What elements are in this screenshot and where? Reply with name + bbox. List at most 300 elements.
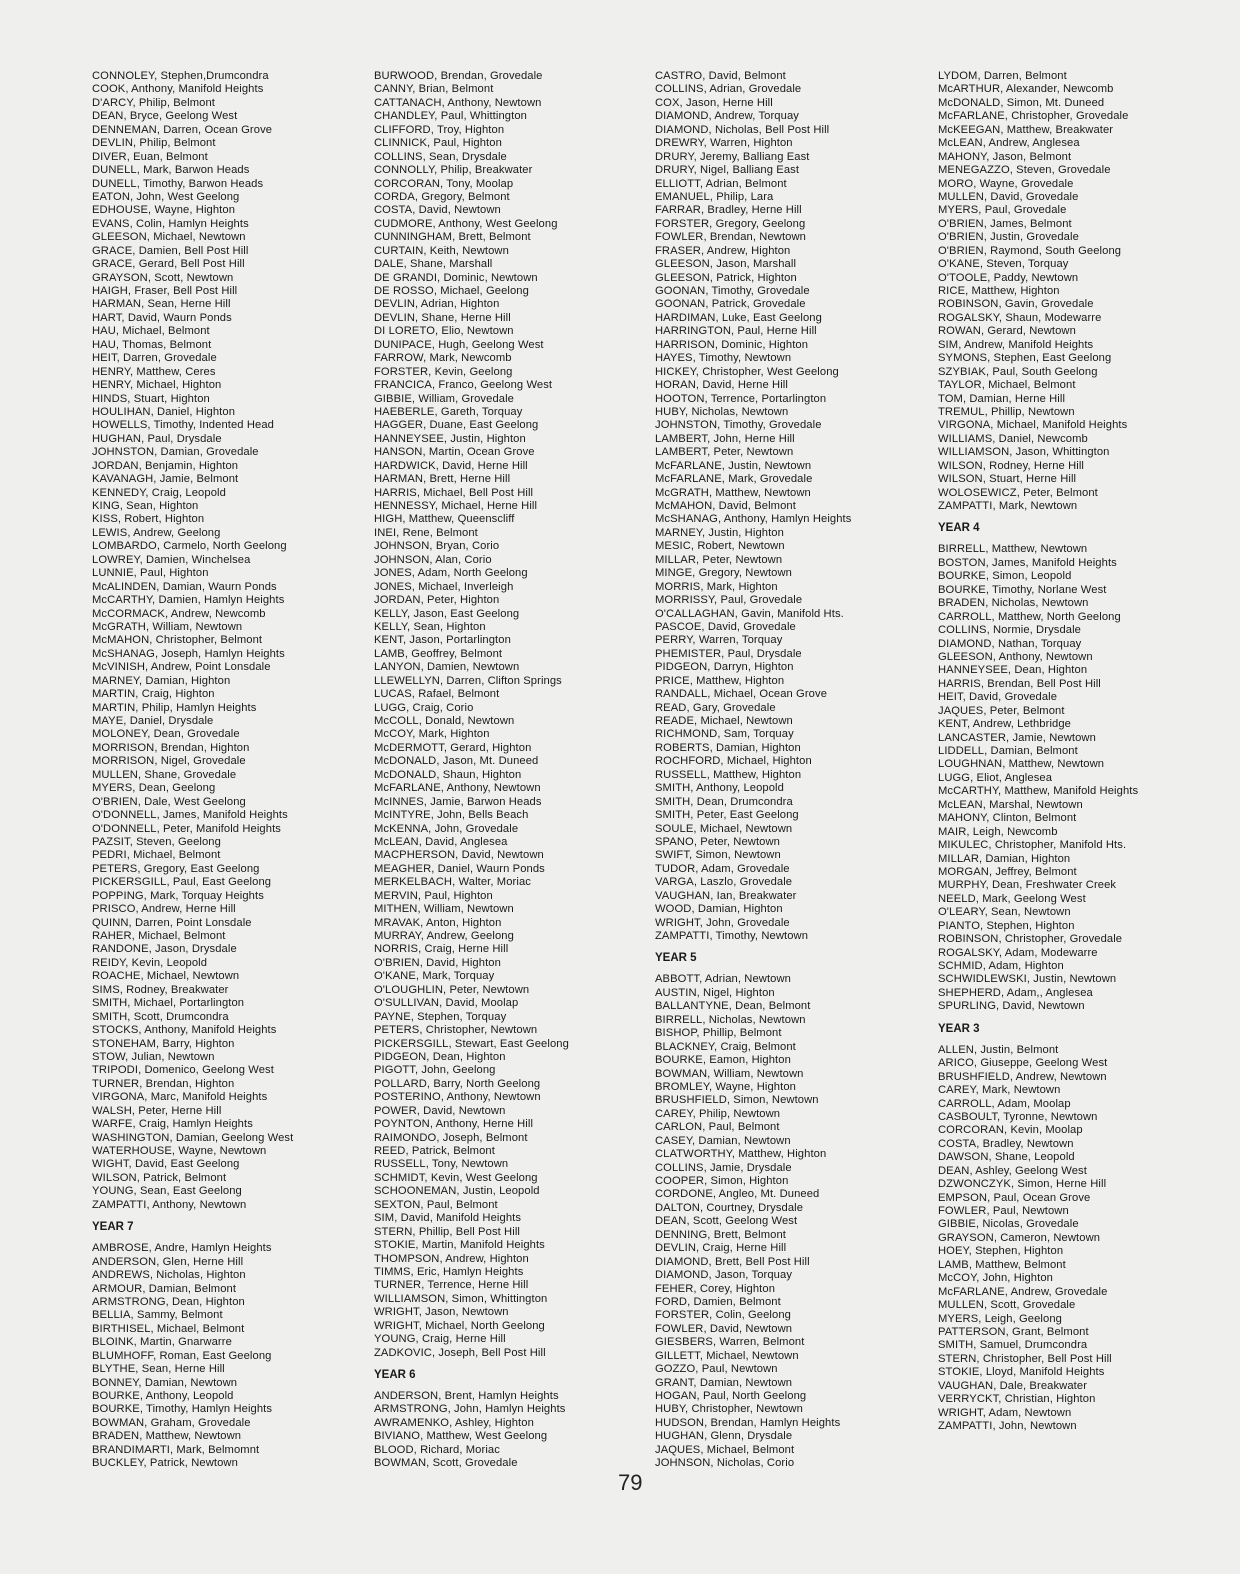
student-entry: CASTRO, David, Belmont (655, 70, 786, 82)
student-entry: HOOTON, Terrence, Portarlington (655, 392, 827, 405)
student-entry: MYERS, Leigh, Geelong (938, 1312, 1062, 1325)
student-entry: COLLINS, Sean, Drysdale (374, 150, 507, 163)
student-entry: HEIT, Darren, Grovedale (92, 352, 217, 365)
student-entry: BOWMAN, Scott, Grovedale (374, 1457, 518, 1470)
student-entry: STOKIE, Lloyd, Manifold Heights (938, 1366, 1105, 1379)
student-entry: MARTIN, Craig, Highton (92, 688, 215, 701)
student-entry: HUBY, Christopher, Newtown (655, 1403, 803, 1416)
student-entry: O'BRIEN, David, Highton (374, 956, 501, 969)
student-entry: WIGHT, David, East Geelong (92, 1158, 240, 1171)
student-entry: D'ARCY, Philip, Belmont (92, 96, 215, 109)
student-entry: ARMSTRONG, John, Hamlyn Heights (374, 1403, 566, 1416)
student-entry: WALSH, Peter, Herne Hill (92, 1104, 222, 1117)
student-entry: McLEAN, Andrew, Anglesea (938, 137, 1080, 150)
student-entry: TUDOR, Adam, Grovedale (655, 862, 790, 875)
student-entry: ROGALSKY, Shaun, Modewarre (938, 311, 1102, 324)
student-entry: FRASER, Andrew, Highton (655, 244, 791, 257)
year-heading: YEAR 5 (655, 952, 697, 965)
student-entry: WOLOSEWICZ, Peter, Belmont (938, 486, 1098, 499)
student-entry: LOMBARDO, Carmelo, North Geelong (92, 540, 287, 553)
student-entry: GIESBERS, Warren, Belmont (655, 1336, 805, 1349)
student-entry: McFARLANE, Justin, Newtown (655, 459, 812, 472)
student-entry: JORDAN, Peter, Highton (374, 594, 500, 607)
student-entry: MORGAN, Jeffrey, Belmont (938, 865, 1077, 878)
student-entry: KAVANAGH, Jamie, Belmont (92, 473, 239, 486)
student-entry: HAU, Michael, Belmont (92, 325, 210, 338)
student-entry: DEVLIN, Craig, Herne Hill (655, 1242, 787, 1255)
student-entry: LUCAS, Rafael, Belmont (374, 688, 500, 701)
student-entry: BLACKNEY, Craig, Belmont (655, 1040, 796, 1053)
student-entry: GOZZO, Paul, Newtown (655, 1363, 778, 1376)
student-entry: LLEWELLYN, Darren, Clifton Springs (374, 674, 562, 687)
student-entry: RAIMONDO, Joseph, Belmont (374, 1131, 528, 1144)
student-entry: PAZSIT, Steven, Geelong (92, 835, 221, 848)
student-entry: CANNY, Brian, Belmont (374, 83, 494, 96)
student-entry: CHANDLEY, Paul, Whittington (374, 110, 527, 123)
student-entry: FORSTER, Gregory, Geelong (655, 217, 806, 230)
student-entry: O'SULLIVAN, David, Moolap (374, 997, 519, 1010)
student-entry: ZAMPATTI, Mark, Newtown (938, 500, 1078, 512)
student-entry: SMITH, Dean, Drumcondra (655, 795, 793, 808)
name-column-3 (655, 70, 925, 1471)
student-entry: CARROLL, Adam, Moolap (938, 1097, 1071, 1110)
student-entry: BIRRELL, Nicholas, Newtown (655, 1013, 806, 1026)
student-entry: WILSON, Patrick, Belmont (92, 1171, 227, 1184)
student-entry: TRIPODI, Domenico, Geelong West (92, 1064, 274, 1077)
year-heading: YEAR 4 (938, 522, 980, 535)
student-entry: DALTON, Courtney, Drysdale (655, 1201, 804, 1214)
student-entry: KENNEDY, Craig, Leopold (92, 486, 226, 499)
student-entry: PICKERSGILL, Paul, East Geelong (92, 876, 272, 889)
student-entry: JORDAN, Benjamin, Highton (92, 459, 239, 472)
student-entry: MEAGHER, Daniel, Waurn Ponds (374, 862, 545, 875)
student-entry: SEXTON, Paul, Belmont (374, 1198, 498, 1211)
student-entry: MAHONY, Clinton, Belmont (938, 812, 1077, 825)
student-entry: ALLEN, Justin, Belmont (938, 1043, 1059, 1056)
year-heading: YEAR 3 (938, 1022, 980, 1035)
student-entry: McCARTHY, Damien, Hamlyn Heights (92, 594, 285, 607)
student-entry: AMBROSE, Andre, Hamlyn Heights (92, 1242, 272, 1255)
student-entry: POSTERINO, Anthony, Newtown (374, 1091, 541, 1104)
student-entry: MAIR, Leigh, Newcomb (938, 825, 1058, 838)
student-entry: HANSON, Martin, Ocean Grove (374, 446, 535, 459)
student-entry: McCOY, John, Highton (938, 1272, 1053, 1285)
student-entry: POLLARD, Barry, North Geelong (374, 1077, 541, 1090)
student-entry: BOURKE, Anthony, Leopold (92, 1390, 234, 1402)
student-entry: COLLINS, Normie, Drysdale (938, 624, 1082, 637)
student-entry: DRURY, Nigel, Balliang East (655, 164, 800, 177)
student-entry: JOHNSON, Alan, Corio (374, 553, 492, 566)
student-entry: HENRY, Michael, Highton (92, 379, 222, 392)
student-entry: JOHNSTON, Damian, Grovedale (92, 446, 259, 459)
student-entry: FORSTER, Colin, Geelong (655, 1309, 791, 1322)
student-entry: SMITH, Peter, East Geelong (655, 809, 799, 822)
student-entry: RICE, Matthew, Highton (938, 285, 1060, 297)
student-entry: COX, Jason, Herne Hill (655, 96, 773, 109)
student-entry: CORCORAN, Kevin, Moolap (938, 1124, 1083, 1137)
student-entry: ZAMPATTI, John, Newtown (938, 1420, 1077, 1432)
student-entry: McDONALD, Simon, Mt. Duneed (938, 96, 1105, 109)
student-entry: GRANT, Damian, Newtown (655, 1376, 793, 1389)
student-entry: MILLAR, Damian, Highton (938, 852, 1071, 865)
student-entry: DEVLIN, Philip, Belmont (92, 137, 216, 150)
student-entry: DEAN, Ashley, Geelong West (938, 1164, 1087, 1177)
student-entry: WASHINGTON, Damian, Geelong West (92, 1131, 294, 1144)
student-entry: DUNIPACE, Hugh, Geelong West (374, 338, 544, 351)
student-entry: LOWREY, Damien, Winchelsea (92, 553, 251, 566)
student-entry: BOSTON, James, Manifold Heights (938, 556, 1117, 569)
student-entry: FORD, Damien, Belmont (655, 1295, 781, 1308)
student-entry: MORRIS, Mark, Highton (655, 580, 778, 593)
student-entry: SIM, Andrew, Manifold Heights (938, 338, 1094, 351)
student-entry: PAYNE, Stephen, Torquay (374, 1010, 507, 1023)
name-column-4 (938, 70, 1208, 1433)
student-entry: POPPING, Mark, Torquay Heights (92, 889, 264, 902)
student-entry: SYMONS, Stephen, East Geelong (938, 352, 1112, 365)
student-entry: BRANDIMARTI, Mark, Belmomnt (92, 1443, 260, 1456)
student-entry: ELLIOTT, Adrian, Belmont (655, 177, 787, 190)
student-entry: NEELD, Mark, Geelong West (938, 892, 1086, 905)
student-entry: McLEAN, David, Anglesea (374, 835, 508, 848)
student-entry: LIDDELL, Damian, Belmont (938, 745, 1078, 757)
student-entry: HENRY, Matthew, Ceres (92, 365, 216, 378)
student-entry: KELLY, Sean, Highton (374, 620, 486, 633)
student-entry: TURNER, Brendan, Highton (92, 1077, 235, 1090)
student-entry: CLIFFORD, Troy, Highton (374, 123, 505, 136)
student-entry: BOURKE, Timothy, Hamlyn Heights (92, 1403, 273, 1416)
student-entry: MYERS, Paul, Grovedale (938, 204, 1067, 217)
student-entry: PRICE, Matthew, Highton (655, 674, 785, 687)
student-entry: BRUSHFIELD, Simon, Newtown (655, 1094, 819, 1107)
student-entry: MARNEY, Justin, Highton (655, 526, 784, 539)
student-entry: RUSSELL, Tony, Newtown (374, 1158, 509, 1171)
student-entry: GLEESON, Michael, Newtown (92, 231, 246, 244)
student-entry: GIBBIE, William, Grovedale (374, 392, 514, 405)
student-entry: STERN, Phillip, Bell Post Hill (374, 1225, 520, 1238)
student-entry: O'BRIEN, Justin, Grovedale (938, 231, 1079, 244)
student-entry: McALINDEN, Damian, Waurn Ponds (92, 580, 277, 593)
student-entry: KING, Sean, Highton (92, 500, 199, 512)
student-entry: McFARLANE, Andrew, Grovedale (938, 1285, 1108, 1298)
student-entry: MESIC, Robert, Newtown (655, 540, 785, 553)
student-entry: LUGG, Craig, Corio (374, 701, 474, 714)
student-entry: TIMMS, Eric, Hamlyn Heights (374, 1265, 524, 1278)
student-entry: HOWELLS, Timothy, Indented Head (92, 419, 274, 432)
student-entry: CONNOLEY, Stephen,Drumcondra (92, 70, 269, 82)
student-entry: RICHMOND, Sam, Torquay (655, 728, 794, 741)
student-entry: McSHANAG, Anthony, Hamlyn Heights (655, 513, 852, 526)
student-entry: HAIGH, Fraser, Bell Post Hill (92, 285, 238, 297)
student-entry: McDONALD, Shaun, Highton (374, 768, 522, 781)
student-entry: REIDY, Kevin, Leopold (92, 956, 208, 969)
student-entry: PERRY, Warren, Torquay (655, 634, 783, 647)
student-entry: WARFE, Craig, Hamlyn Heights (92, 1118, 253, 1131)
student-entry: LUNNIE, Paul, Highton (92, 567, 209, 580)
student-entry: McCOY, Mark, Highton (374, 728, 490, 741)
student-entry: McFARLANE, Christopher, Grovedale (938, 110, 1129, 123)
student-entry: BIRRELL, Matthew, Newtown (938, 543, 1088, 556)
student-entry: GOONAN, Timothy, Grovedale (655, 285, 810, 297)
student-entry: GRAYSON, Scott, Newtown (92, 271, 234, 284)
student-entry: McCARTHY, Matthew, Manifold Heights (938, 785, 1139, 798)
student-entry: MIKULEC, Christopher, Manifold Hts. (938, 839, 1127, 852)
student-entry: HORAN, David, Herne Hill (655, 379, 788, 392)
student-entry: CASBOULT, Tyronne, Newtown (938, 1110, 1098, 1123)
student-entry: TOM, Damian, Herne Hill (938, 392, 1066, 405)
student-entry: CUNNINGHAM, Brett, Belmont (374, 231, 531, 244)
student-entry: JOHNSTON, Timothy, Grovedale (655, 419, 822, 432)
student-entry: McINTYRE, John, Bells Beach (374, 809, 529, 822)
student-entry: WILLIAMS, Daniel, Newcomb (938, 432, 1088, 445)
student-entry: O'BRIEN, Dale, West Geelong (92, 795, 246, 808)
student-entry: BROMLEY, Wayne, Highton (655, 1080, 796, 1093)
student-entry: PIGOTT, John, Geelong (374, 1064, 496, 1077)
student-entry: CLATWORTHY, Matthew, Highton (655, 1148, 827, 1161)
student-entry: O'BRIEN, James, Belmont (938, 217, 1072, 230)
page-number: 79 (618, 1470, 643, 1495)
student-entry: FOWLER, Brendan, Newtown (655, 231, 807, 244)
student-entry: BONNEY, Damian, Newtown (92, 1376, 238, 1389)
student-entry: EVANS, Colin, Hamlyn Heights (92, 217, 249, 230)
student-entry: LOUGHNAN, Matthew, Newtown (938, 758, 1105, 771)
student-entry: AUSTIN, Nigel, Highton (655, 986, 775, 999)
student-entry: JONES, Michael, Inverleigh (374, 580, 514, 593)
student-entry: McFARLANE, Mark, Grovedale (655, 473, 813, 486)
student-entry: McDERMOTT, Gerard, Highton (374, 741, 532, 754)
student-entry: MARNEY, Damian, Highton (92, 674, 231, 687)
student-entry: WILSON, Stuart, Herne Hill (938, 473, 1077, 486)
student-entry: DAWSON, Shane, Leopold (938, 1151, 1075, 1164)
student-entry: LUGG, Eliot, Anglesea (938, 771, 1053, 784)
student-entry: McARTHUR, Alexander, Newcomb (938, 83, 1114, 96)
student-entry: O'BRIEN, Raymond, South Geelong (938, 244, 1122, 257)
student-entry: BIRTHISEL, Michael, Belmont (92, 1322, 245, 1335)
student-entry: JOHNSON, Bryan, Corio (374, 540, 500, 553)
student-entry: LANYON, Damien, Newtown (374, 661, 520, 674)
student-entry: DENNING, Brett, Belmont (655, 1228, 786, 1241)
student-entry: CATTANACH, Anthony, Newtown (374, 96, 542, 109)
student-entry: HARRISON, Dominic, Highton (655, 338, 809, 351)
student-entry: PEDRI, Michael, Belmont (92, 849, 221, 862)
student-entry: HOULIHAN, Daniel, Highton (92, 405, 236, 418)
student-entry: MACPHERSON, David, Newtown (374, 849, 544, 862)
student-entry: HIGH, Matthew, Queenscliff (374, 513, 515, 526)
student-entry: O'LEARY, Sean, Newtown (938, 906, 1071, 919)
student-entry: ROACHE, Michael, Newtown (92, 970, 240, 983)
student-entry: PASCOE, David, Grovedale (655, 620, 796, 633)
student-entry: NORRIS, Craig, Herne Hill (374, 943, 509, 956)
student-entry: VIRGONA, Marc, Manifold Heights (92, 1091, 268, 1104)
student-entry: JAQUES, Peter, Belmont (938, 704, 1065, 717)
student-entry: PIDGEON, Dean, Highton (374, 1050, 506, 1063)
student-entry: WILLIAMSON, Jason, Whittington (938, 446, 1110, 459)
student-entry: READ, Gary, Grovedale (655, 701, 776, 714)
student-entry: COOK, Anthony, Manifold Heights (92, 83, 264, 96)
student-entry: STERN, Christopher, Bell Post Hill (938, 1352, 1112, 1365)
student-entry: HARRIS, Brendan, Bell Post Hill (938, 677, 1101, 690)
student-entry: STOW, Julian, Newtown (92, 1050, 215, 1063)
student-entry: DRURY, Jeremy, Balliang East (655, 150, 810, 163)
name-column-2 (374, 70, 644, 1471)
student-entry: CAREY, Mark, Newtown (938, 1084, 1061, 1097)
student-entry: WILLIAMSON, Simon, Whittington (374, 1292, 548, 1305)
student-entry: WRIGHT, Jason, Newtown (374, 1306, 509, 1319)
student-entry: CORDA, Gregory, Belmont (374, 190, 510, 203)
student-entry: KENT, Andrew, Lethbridge (938, 718, 1071, 731)
student-entry: ROBERTS, Damian, Highton (655, 741, 801, 754)
student-entry: WATERHOUSE, Wayne, Newtown (92, 1145, 267, 1157)
student-entry: PHEMISTER, Paul, Drysdale (655, 647, 802, 660)
student-entry: BLOOD, Richard, Moriac (374, 1443, 500, 1456)
name-column-1 (92, 70, 362, 1471)
student-entry: MENEGAZZO, Steven, Grovedale (938, 164, 1111, 177)
student-entry: BURWOOD, Brendan, Grovedale (374, 70, 543, 82)
student-entry: DUNELL, Mark, Barwon Heads (92, 164, 250, 177)
student-entry: HARDWICK, David, Herne Hill (374, 459, 528, 472)
student-entry: RUSSELL, Matthew, Highton (655, 768, 802, 781)
student-entry: LAMBERT, Peter, Newtown (655, 446, 794, 459)
student-entry: McVINISH, Andrew, Point Lonsdale (92, 661, 271, 674)
student-entry: YOUNG, Sean, East Geelong (92, 1185, 242, 1198)
student-entry: GIBBIE, Nicolas, Grovedale (938, 1218, 1079, 1231)
student-entry: LEWIS, Andrew, Geelong (92, 526, 221, 539)
student-entry: SCHMID, Adam, Highton (938, 960, 1064, 972)
student-entry: McINNES, Jamie, Barwon Heads (374, 795, 542, 808)
student-entry: CARROLL, Matthew, North Geelong (938, 610, 1121, 623)
student-entry: SCHWIDLEWSKI, Justin, Newtown (938, 973, 1117, 986)
student-entry: BISHOP, Phillip, Belmont (655, 1027, 782, 1040)
student-entry: ANDERSON, Brent, Hamlyn Heights (374, 1390, 559, 1402)
student-entry: McFARLANE, Anthony, Newtown (374, 782, 541, 795)
student-entry: YOUNG, Craig, Herne Hill (374, 1333, 506, 1346)
student-entry: CONNOLLY, Philip, Breakwater (374, 164, 533, 177)
student-entry: MERVIN, Paul, Highton (374, 889, 493, 902)
student-entry: POYNTON, Anthony, Herne Hill (374, 1118, 534, 1131)
student-entry: ROBINSON, Gavin, Grovedale (938, 298, 1094, 311)
student-entry: GRAYSON, Cameron, Newtown (938, 1231, 1101, 1244)
student-entry: O'TOOLE, Paddy, Newtown (938, 271, 1079, 284)
student-entry: PETERS, Gregory, East Geelong (92, 862, 260, 875)
student-entry: HAYES, Timothy, Newtown (655, 352, 792, 365)
student-entry: McCOLL, Donald, Newtown (374, 715, 515, 727)
student-entry: DEVLIN, Shane, Herne Hill (374, 311, 511, 324)
student-entry: TREMUL, Phillip, Newtown (938, 405, 1075, 418)
student-entry: SPANO, Peter, Newtown (655, 835, 781, 848)
student-entry: MORO, Wayne, Grovedale (938, 177, 1074, 190)
student-entry: McMAHON, David, Belmont (655, 500, 796, 512)
student-entry: FARROW, Mark, Newcomb (374, 352, 512, 365)
student-entry: MULLEN, David, Grovedale (938, 190, 1079, 203)
student-entry: GOONAN, Patrick, Grovedale (655, 298, 806, 311)
student-entry: EDHOUSE, Wayne, Highton (92, 204, 236, 217)
student-entry: COSTA, Bradley, Newtown (938, 1137, 1074, 1150)
student-entry: SWIFT, Simon, Newtown (655, 849, 781, 862)
student-entry: HICKEY, Christopher, West Geelong (655, 365, 839, 378)
student-entry: STOKIE, Martin, Manifold Heights (374, 1239, 545, 1252)
student-entry: PIDGEON, Darryn, Highton (655, 661, 794, 674)
student-entry: BLOINK, Martin, Gnarwarre (92, 1336, 232, 1349)
student-entry: MULLEN, Shane, Grovedale (92, 768, 237, 781)
student-entry: HAU, Thomas, Belmont (92, 338, 212, 351)
student-entry: COSTA, David, Newtown (374, 204, 501, 217)
student-entry: COLLINS, Jamie, Drysdale (655, 1161, 792, 1174)
student-entry: INEI, Rene, Belmont (374, 526, 478, 539)
student-entry: McKEEGAN, Matthew, Breakwater (938, 123, 1114, 136)
student-entry: RAHER, Michael, Belmont (92, 930, 226, 942)
student-entry: FOWLER, Paul, Newtown (938, 1205, 1069, 1217)
student-entry: HUBY, Nicholas, Newtown (655, 405, 789, 418)
student-entry: O'KANE, Mark, Torquay (374, 970, 495, 983)
student-entry: PETERS, Christopher, Newtown (374, 1024, 538, 1037)
student-entry: COOPER, Simon, Highton (655, 1175, 789, 1187)
student-entry: MARTIN, Philip, Hamlyn Heights (92, 701, 257, 714)
student-entry: ZADKOVIC, Joseph, Bell Post Hill (374, 1346, 546, 1359)
year-heading: YEAR 6 (374, 1369, 416, 1381)
student-entry: HANNEYSEE, Justin, Highton (374, 432, 526, 445)
year-heading: YEAR 7 (92, 1221, 134, 1234)
student-entry: PIANTO, Stephen, Highton (938, 919, 1075, 932)
student-entry: ROWAN, Gerard, Newtown (938, 325, 1076, 338)
student-entry: QUINN, Darren, Point Lonsdale (92, 916, 252, 929)
student-entry: CORCORAN, Tony, Moolap (374, 177, 514, 190)
student-entry: EMPSON, Paul, Ocean Grove (938, 1191, 1091, 1204)
student-entry: SCHMIDT, Kevin, West Geelong (374, 1171, 538, 1184)
student-entry: JAQUES, Michael, Belmont (655, 1443, 795, 1456)
student-entry: VERRYCKT, Christian, Highton (938, 1393, 1096, 1406)
student-entry: HARRIS, Michael, Bell Post Hill (374, 486, 534, 499)
student-entry: HENNESSY, Michael, Herne Hill (374, 500, 538, 512)
student-entry: O'CALLAGHAN, Gavin, Manifold Hts. (655, 607, 844, 620)
student-entry: ROCHFORD, Michael, Highton (655, 755, 812, 768)
student-entry: McSHANAG, Joseph, Hamlyn Heights (92, 647, 285, 660)
student-entry: SOULE, Michael, Newtown (655, 822, 793, 835)
student-entry: PICKERSGILL, Stewart, East Geelong (374, 1037, 569, 1050)
student-entry: BLYTHE, Sean, Herne Hill (92, 1363, 225, 1376)
student-entry: FOWLER, David, Newtown (655, 1322, 793, 1335)
student-entry: MAHONY, Jason, Belmont (938, 150, 1072, 163)
student-entry: CUDMORE, Anthony, West Geelong (374, 217, 558, 230)
student-entry: DALE, Shane, Marshall (374, 258, 493, 271)
student-entry: MINGE, Gregory, Newtown (655, 567, 792, 580)
student-entry: DEAN, Bryce, Geelong West (92, 110, 238, 123)
student-entry: SPURLING, David, Newtown (938, 1000, 1085, 1013)
student-entry: DREWRY, Warren, Highton (655, 137, 793, 150)
student-entry: BOWMAN, Graham, Grovedale (92, 1416, 251, 1429)
student-entry: MILLAR, Peter, Newtown (655, 553, 783, 566)
student-entry: WILSON, Rodney, Herne Hill (938, 459, 1085, 472)
student-entry: McMAHON, Christopher, Belmont (92, 634, 263, 647)
student-entry: ABBOTT, Adrian, Newtown (655, 973, 791, 986)
student-entry: DIAMOND, Andrew, Torquay (655, 110, 799, 123)
student-entry: HARMAN, Sean, Herne Hill (92, 298, 231, 311)
student-entry: LYDOM, Darren, Belmont (938, 70, 1067, 82)
student-entry: ROBINSON, Christopher, Grovedale (938, 933, 1123, 946)
student-entry: FRANCICA, Franco, Geelong West (374, 379, 553, 392)
student-entry: KISS, Robert, Highton (92, 513, 205, 526)
student-entry: SMITH, Michael, Portarlington (92, 997, 245, 1010)
student-entry: HAGGER, Duane, East Geelong (374, 419, 539, 432)
student-entry: SMITH, Samuel, Drumcondra (938, 1339, 1088, 1352)
student-entry: MYERS, Dean, Geelong (92, 782, 216, 795)
student-entry: WOOD, Damian, Highton (655, 903, 783, 916)
student-entry: DZWONCZYK, Simon, Herne Hill (938, 1178, 1107, 1191)
student-entry: EATON, John, West Geelong (92, 190, 240, 203)
student-entry: CORDONE, Angleo, Mt. Duneed (655, 1188, 820, 1201)
student-entry: ARMSTRONG, Dean, Highton (92, 1295, 245, 1308)
student-entry: DUNELL, Timothy, Barwon Heads (92, 177, 264, 190)
student-entry: WRIGHT, Adam, Newtown (938, 1406, 1072, 1419)
student-entry: KELLY, Jason, East Geelong (374, 607, 520, 620)
